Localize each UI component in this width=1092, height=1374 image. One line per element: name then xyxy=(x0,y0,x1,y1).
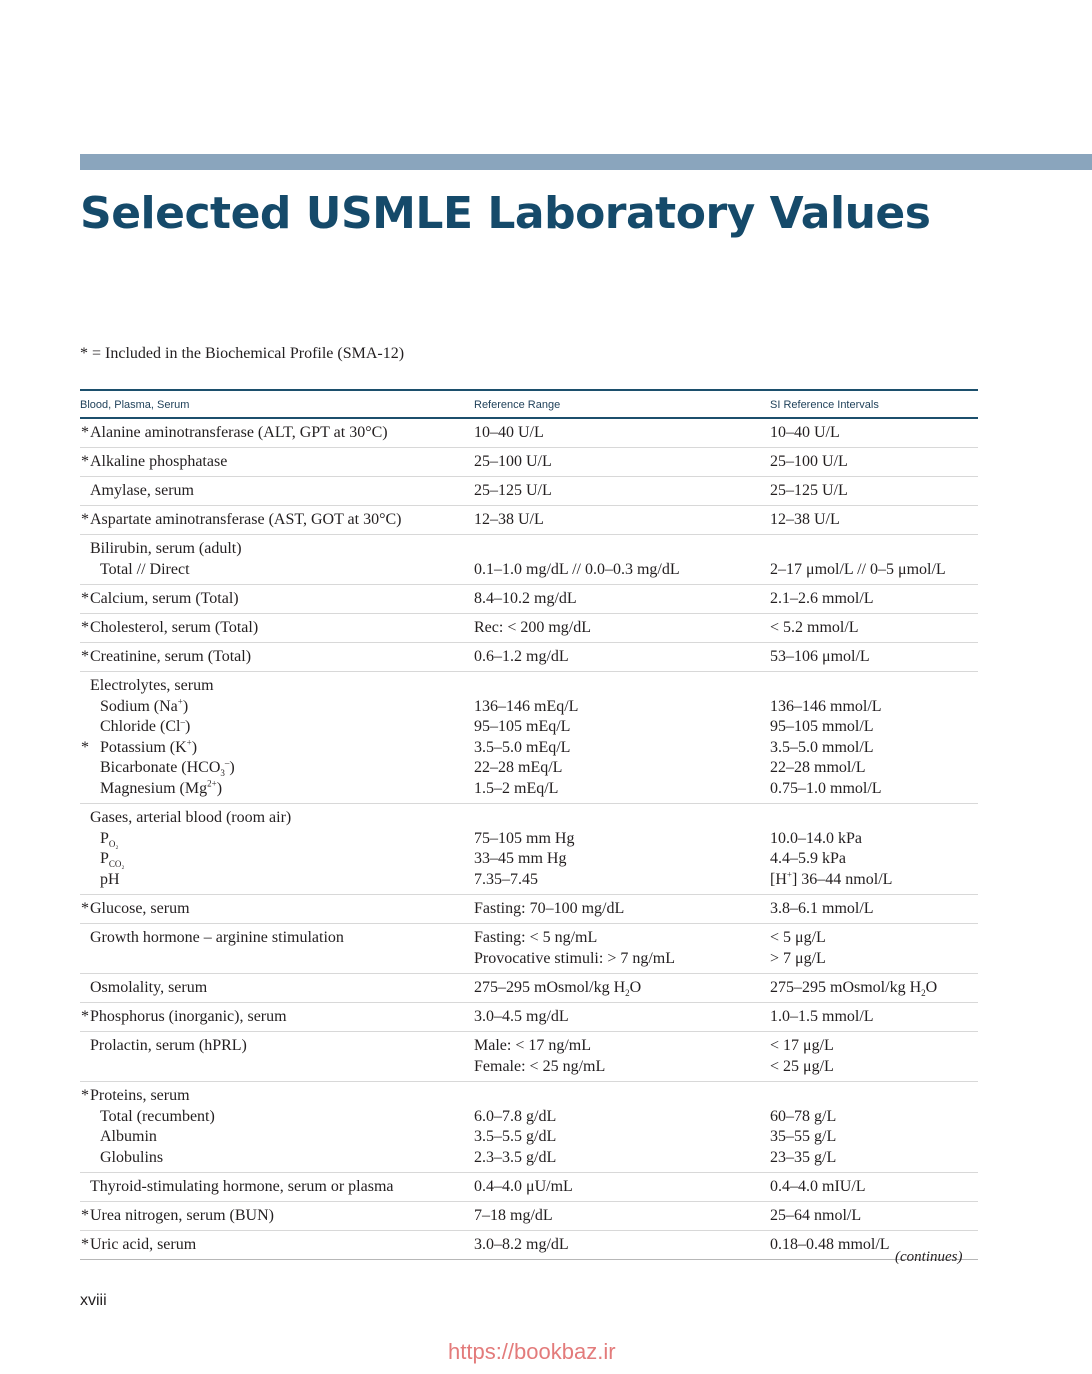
reference-range: 0.4–4.0 μU/mL xyxy=(474,1178,573,1195)
reference-range: Male: < 17 ng/mL Female: < 25 ng/mL xyxy=(474,1037,606,1075)
sma12-marker: * xyxy=(81,1207,89,1224)
si-interval: < 5.2 mmol/L xyxy=(770,619,859,636)
table-row xyxy=(80,506,978,535)
table-row xyxy=(80,895,978,924)
table-row xyxy=(80,672,978,804)
sma12-note: * = Included in the Biochemical Profile (SMA-12) xyxy=(80,345,405,362)
reference-range: 0.1–1.0 mg/dL // 0.0–0.3 mg/dL xyxy=(474,560,680,578)
si-interval: 25–125 U/L xyxy=(770,482,848,499)
table-row xyxy=(80,535,978,585)
test-name: Proteins, serum Total (recumbent) Albumin Globulins xyxy=(90,1087,215,1166)
reference-range: 25–100 U/L xyxy=(474,453,552,470)
table-header xyxy=(80,389,978,419)
sma12-marker: * xyxy=(81,648,89,665)
reference-range: 10–40 U/L xyxy=(474,424,544,441)
table-row xyxy=(80,1202,978,1231)
reference-range: 12–38 U/L xyxy=(474,511,544,528)
page-number: xviii xyxy=(80,1292,107,1309)
si-interval: 10–40 U/L xyxy=(770,424,840,441)
table-row xyxy=(80,419,978,448)
reference-range: Fasting: 70–100 mg/dL xyxy=(474,900,625,917)
test-name: Urea nitrogen, serum (BUN) xyxy=(90,1207,274,1224)
sma12-marker: * xyxy=(81,424,89,441)
si-interval: 53–106 μmol/L xyxy=(770,648,870,665)
si-interval: 275–295 mOsmol/kg $H_2O$ xyxy=(770,979,938,999)
si-interval: 60–78 g/L 35–55 g/L 23–35 g/L xyxy=(770,1107,837,1166)
table-row xyxy=(80,804,978,895)
test-name: Gases, arterial blood (room air) $P_{O_2}$ $P_{CO_2}$ pH xyxy=(90,809,292,888)
page-title: Selected USMLE Laboratory Values xyxy=(80,188,931,239)
header-blood-plasma-serum: Blood, Plasma, Serum xyxy=(80,399,190,411)
test-name: Thyroid-stimulating hormone, serum or plasma xyxy=(90,1178,394,1195)
header-reference-range: Reference Range xyxy=(474,399,561,411)
reference-range: 75–105 mm Hg 33–45 mm Hg 7.35–7.45 xyxy=(474,829,575,888)
test-name: Electrolytes, serum Sodium (Na+) Chloride (Cl–) Potassium (K+) Bicarbonate $(HCO_3^-)$ Magnesium $(Mg^{2+})$ xyxy=(90,677,235,797)
test-name: Creatinine, serum (Total) xyxy=(90,648,252,665)
si-interval: < 17 μg/L < 25 μg/L xyxy=(770,1037,834,1075)
si-interval: 3.8–6.1 mmol/L xyxy=(770,900,874,917)
sma12-marker: * xyxy=(81,619,89,636)
reference-range: 8.4–10.2 mg/dL xyxy=(474,590,577,607)
sma12-marker: * xyxy=(81,453,89,470)
sma12-marker: * xyxy=(81,900,89,917)
test-name: Bilirubin, serum (adult) Total // Direct xyxy=(90,540,242,578)
si-interval: 2.1–2.6 mmol/L xyxy=(770,590,874,607)
reference-range: Fasting: < 5 ng/mL Provocative stimuli: > 7 ng/mL xyxy=(474,929,676,967)
si-interval: 136–146 mmol/L 95–105 mmol/L 3.5–5.0 mmol/L 22–28 mmol/L 0.75–1.0 mmol/L xyxy=(770,697,882,797)
sma12-marker: * xyxy=(81,1008,89,1025)
reference-range: 25–125 U/L xyxy=(474,482,552,499)
reference-range: Rec: < 200 mg/dL xyxy=(474,619,592,636)
header-si-reference: SI Reference Intervals xyxy=(770,399,879,411)
table-row xyxy=(80,1082,978,1173)
si-interval: 25–100 U/L xyxy=(770,453,848,470)
test-name: Growth hormone – arginine stimulation xyxy=(90,929,344,946)
test-name: Alanine aminotransferase (ALT, GPT at 30°C) xyxy=(90,424,388,441)
test-name: Phosphorus (inorganic), serum xyxy=(90,1008,287,1025)
reference-range: 275–295 mOsmol/kg $H_2O$ xyxy=(474,979,642,999)
watermark-url: https://bookbaz.ir xyxy=(448,1339,616,1364)
sma12-marker: * xyxy=(81,511,89,528)
table-row xyxy=(80,1003,978,1032)
test-name: Glucose, serum xyxy=(90,900,190,917)
si-interval: 12–38 U/L xyxy=(770,511,840,528)
test-name: Osmolality, serum xyxy=(90,979,208,996)
test-name: Amylase, serum xyxy=(90,482,194,499)
table-row xyxy=(80,448,978,477)
test-name: Prolactin, serum (hPRL) xyxy=(90,1037,247,1054)
reference-range: 7–18 mg/dL xyxy=(474,1207,553,1224)
table-row xyxy=(80,614,978,643)
test-name: Uric acid, serum xyxy=(90,1236,197,1253)
test-name: Alkaline phosphatase xyxy=(90,453,228,470)
header-band xyxy=(80,154,1092,170)
test-name: Cholesterol, serum (Total) xyxy=(90,619,259,636)
reference-range: 6.0–7.8 g/dL 3.5–5.5 g/dL 2.3–3.5 g/dL xyxy=(474,1107,557,1166)
si-interval: 0.4–4.0 mIU/L xyxy=(770,1178,866,1195)
reference-range: 3.0–8.2 mg/dL xyxy=(474,1236,569,1253)
table-row xyxy=(80,1231,978,1260)
table-row xyxy=(80,1173,978,1202)
si-interval: < 5 μg/L > 7 μg/L xyxy=(770,929,826,967)
si-interval: 2–17 μmol/L // 0–5 μmol/L xyxy=(770,560,946,578)
sma12-marker: * xyxy=(81,590,89,607)
table-row xyxy=(80,974,978,1003)
table-row xyxy=(80,477,978,506)
table-row xyxy=(80,643,978,672)
sma12-marker: * xyxy=(81,1236,89,1253)
lab-values-table xyxy=(80,389,978,1260)
test-name: Aspartate aminotransferase (AST, GOT at 30°C) xyxy=(90,511,402,528)
si-interval: 10.0–14.0 kPa 4.4–5.9 kPa [H+] 36–44 nmol/L xyxy=(770,829,893,888)
sma12-marker: * xyxy=(81,1087,89,1104)
si-interval: 25–64 nmol/L xyxy=(770,1207,862,1224)
reference-range: 136–146 mEq/L 95–105 mEq/L 3.5–5.0 mEq/L 22–28 mEq/L 1.5–2 mEq/L xyxy=(474,697,579,797)
table-row xyxy=(80,585,978,614)
continues-note: (continues) xyxy=(895,1249,963,1265)
table-row xyxy=(80,924,978,974)
reference-range: 0.6–1.2 mg/dL xyxy=(474,648,569,665)
si-interval: 1.0–1.5 mmol/L xyxy=(770,1008,874,1025)
table-row xyxy=(80,1032,978,1082)
si-interval: 0.18–0.48 mmol/L xyxy=(770,1236,890,1253)
test-name: Calcium, serum (Total) xyxy=(90,590,239,607)
sma12-marker: * xyxy=(81,738,89,756)
reference-range: 3.0–4.5 mg/dL xyxy=(474,1008,569,1025)
